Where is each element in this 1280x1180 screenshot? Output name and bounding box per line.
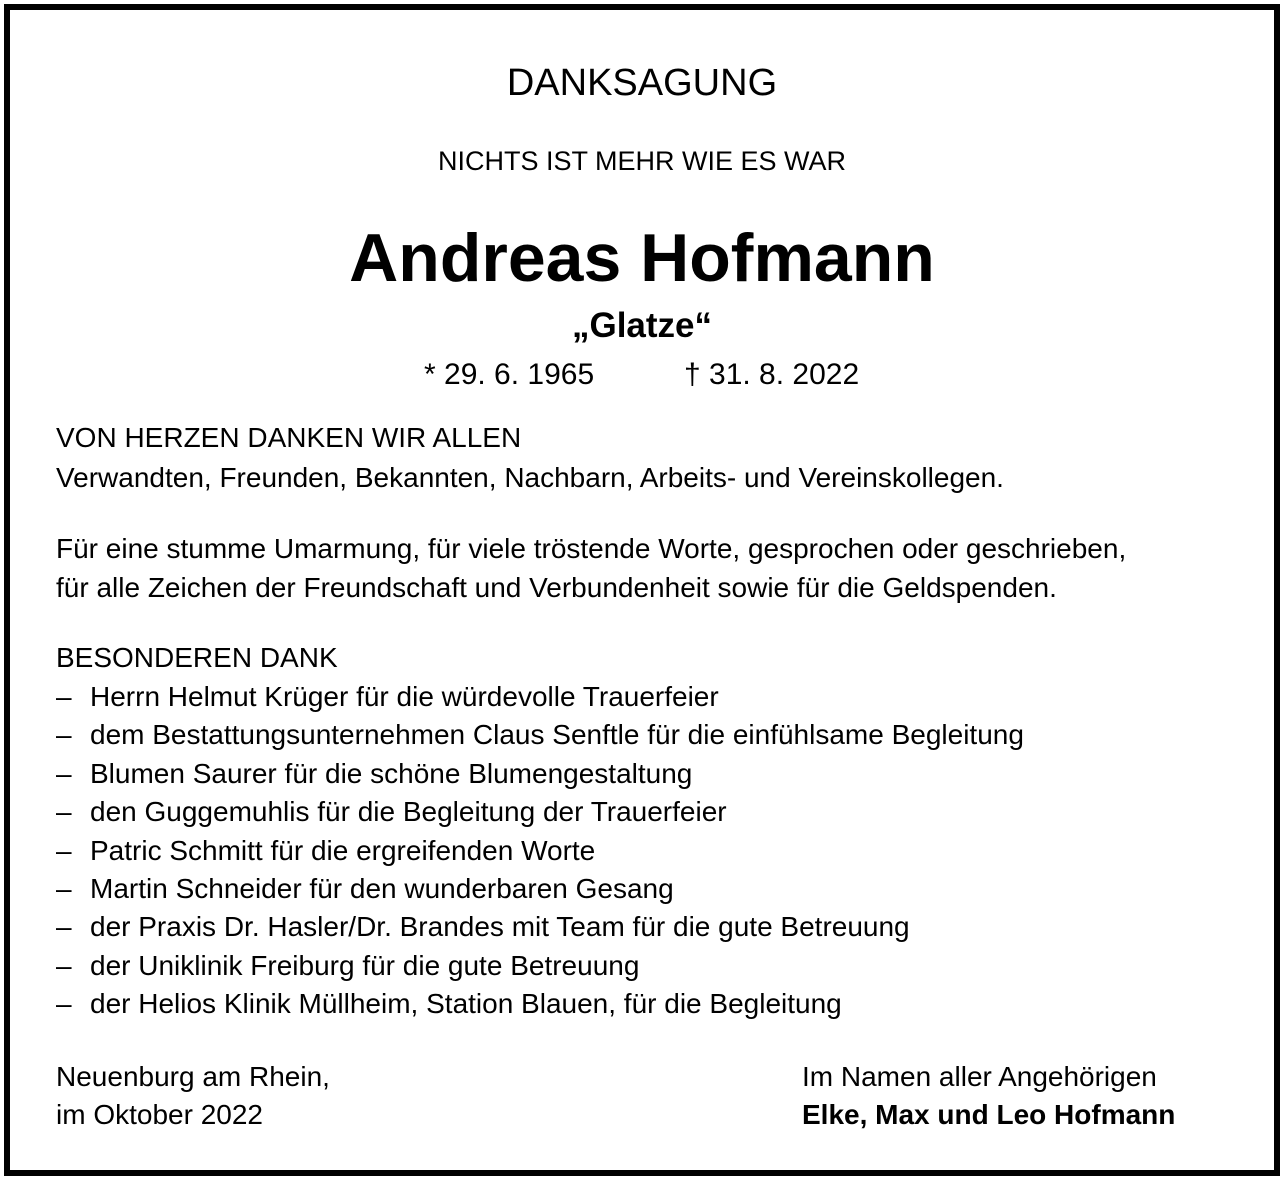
dash-bullet: – [56,835,72,866]
list-item [56,990,842,1018]
dash-bullet: – [56,719,72,750]
footer-on-behalf: Im Namen aller Angehörigen [802,1061,1157,1092]
footer-date: im Oktober 2022 [56,1099,263,1130]
death-date: † 31. 8. 2022 [684,358,860,391]
thanks-body-line-2: für alle Zeichen der Freundschaft und Verbundenheit sowie für die Geldspenden. [56,572,1057,603]
dash-bullet: – [56,988,72,1019]
dash-bullet: – [56,911,72,942]
list-item [56,837,595,865]
list-item [56,683,719,711]
list-item-text: Herrn Helmut Krüger für die würdevolle Trauerfeier [90,681,719,712]
dash-bullet: – [56,873,72,904]
footer-place: Neuenburg am Rhein, [56,1061,330,1092]
dash-bullet: – [56,796,72,827]
list-item-text: den Guggemuhlis für die Begleitung der Trauerfeier [90,796,727,827]
list-item-text: Blumen Saurer für die schöne Blumengestaltung [90,758,693,789]
list-item-text: Martin Schneider für den wunderbaren Gesang [90,873,674,904]
list-item-text: der Uniklinik Freiburg für die gute Betreuung [90,950,640,981]
list-item [56,913,910,941]
list-item [56,798,727,826]
notice-motto: NICHTS IST MEHR WIE ES WAR [437,146,847,176]
dash-bullet: – [56,758,72,789]
list-item-text: der Praxis Dr. Hasler/Dr. Brandes mit Team für die gute Betreuung [90,911,910,942]
dash-bullet: – [56,950,72,981]
notice-frame [4,4,1280,1176]
deceased-nickname: „Glatze“ [571,306,713,345]
list-item-text: der Helios Klinik Müllheim, Station Blauen, für die Begleitung [90,988,842,1019]
special-thanks-heading: BESONDEREN DANK [56,642,338,673]
list-item [56,875,674,903]
notice-title: DANKSAGUNG [506,62,778,104]
thanks-body-line-1: Für eine stumme Umarmung, für viele tröstende Worte, gesprochen oder geschrieben, [56,533,1127,564]
list-item [56,760,692,788]
thanks-heading: VON HERZEN DANKEN WIR ALLEN [56,422,522,453]
dash-bullet: – [56,681,72,712]
list-item-text: Patric Schmitt für die ergreifenden Worte [90,835,596,866]
thanks-recipients: Verwandten, Freunden, Bekannten, Nachbarn, Arbeits- und Vereinskollegen. [56,462,1004,493]
footer-family-names: Elke, Max und Leo Hofmann [802,1099,1176,1130]
list-item-text: dem Bestattungsunternehmen Claus Senftle für die einfühlsame Begleitung [90,719,1024,750]
list-item [56,721,1024,749]
birth-date: * 29. 6. 1965 [424,358,595,391]
list-item [56,952,639,980]
deceased-name: Andreas Hofmann [349,220,935,296]
